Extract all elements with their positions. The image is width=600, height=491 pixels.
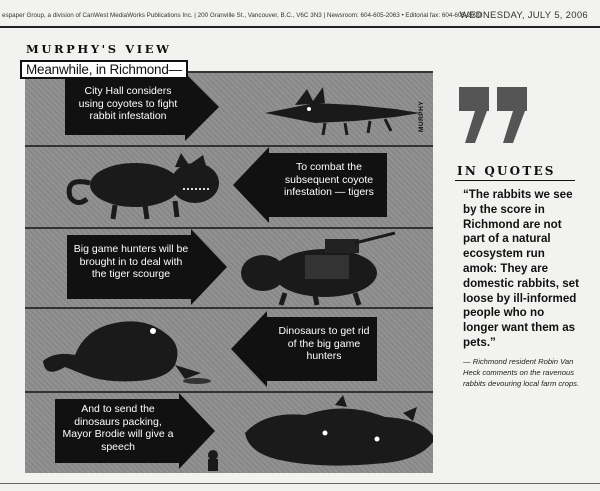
cartoon-panel-4 [25, 307, 433, 391]
cartoonist-credit: MURPHY [418, 100, 425, 132]
mayor-figure [208, 450, 218, 471]
coyote-drawing [265, 87, 420, 135]
panel-3-caption: Big game hunters will be brought in to deal with the tiger scourge [73, 243, 189, 280]
cartoon-panel-5 [25, 391, 433, 473]
quote-attribution: — Richmond resident Robin Van Heck comments on the ravenous rabbits devouring local farm crops. [463, 357, 580, 389]
in-quotes-heading: IN QUOTES [457, 164, 556, 178]
panel-4-caption: Dinosaurs to get rid of the big game hunters [278, 325, 370, 362]
cartoon-panel-1 [25, 71, 433, 145]
pull-quote: “The rabbits we see by the score in Richmond are not part of a natural ecosystem run amok: They are domestic rabbits, set loose by ill-informed people who no longer want them as pets.” [463, 188, 579, 349]
tiger-drawing [69, 153, 219, 219]
quote-marks-icon [455, 85, 535, 145]
section-title: MURPHY'S VIEW [26, 42, 172, 56]
dinosaur-drawing [43, 321, 201, 381]
cartoon-panel-2 [25, 145, 433, 227]
editorial-cartoon [25, 71, 433, 473]
masthead-publisher-info: espaper Group, a division of CanWest MediaWorks Publications Inc. | 200 Granville St., Vancouver, B.C., V6C 3N3 | Newsroom: 604-605-2063 • Editorial fax: 604-605-2099 [2, 12, 482, 19]
masthead [0, 0, 600, 28]
heading-rule [455, 180, 575, 181]
panel-2-caption: To combat the subsequent coyote infestation — tigers [284, 161, 374, 198]
page-bottom-rule [0, 483, 600, 484]
dinosaur-pile-drawing [245, 395, 433, 466]
panel-1-caption: City Hall considers using coyotes to fight rabbit infestation [78, 85, 178, 122]
panel-5-caption: And to send the dinosaurs packing, Mayor Brodie will give a speech [62, 403, 174, 453]
cartoon-title: Meanwhile, in Richmond— [20, 60, 188, 79]
masthead-date: WEDNESDAY, JULY 5, 2006 [459, 10, 588, 21]
cartoon-panel-3 [25, 227, 433, 307]
